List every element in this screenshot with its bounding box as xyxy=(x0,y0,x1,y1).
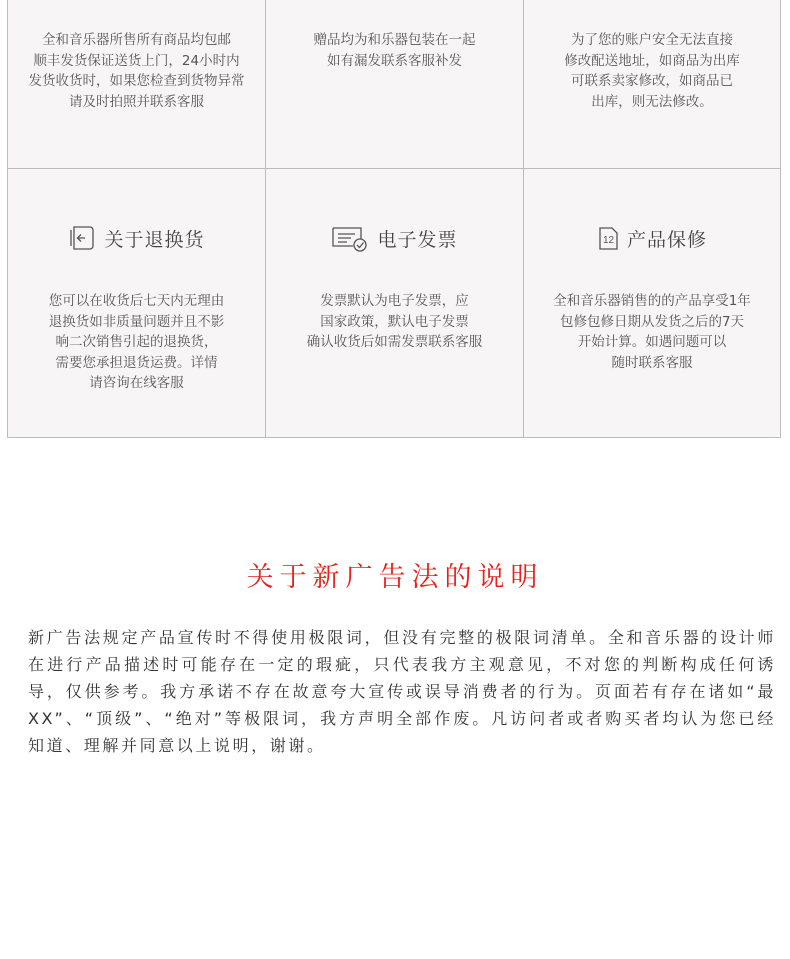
ad-law-notice-body: 新广告法规定产品宣传时不得使用极限词，但没有完整的极限词清单。全和音乐器的设计师在进行产品描述时可能存在一定的瑕疵，只代表我方主观意见，不对您的判断构成任何诱导，仅供参考。我方承诺不存在故意夸大宣传或误导消费者的行为。页面若有存在诸如“最XX”、“顶级”、“绝对”等极限词，我方声明全部作废。凡访问者或者购买者均认为您已经知道、理解并同意以上说明，谢谢。 xyxy=(28,628,776,755)
invoice-cell xyxy=(265,169,523,438)
warranty-cell xyxy=(523,169,781,438)
return-policy-heading xyxy=(8,224,265,252)
invoice-title: 电子发票 xyxy=(377,228,458,251)
gift-info-cell xyxy=(265,0,523,169)
return-policy-text: 您可以在收货后七天内无理由 退换货如非质量问题并且不影 响二次销售引起的退换货， 需要您承担退货运费。详情 请咨询在线客服 xyxy=(48,293,225,392)
shipping-info-text: 全和音乐器所售所有商品均包邮 顺丰发货保证送货上门，24小时内 发货收货时，如果您检查到货物异常 请及时拍照并联系客服 xyxy=(28,32,245,110)
invoice-heading xyxy=(266,224,523,252)
address-info-cell xyxy=(523,0,781,169)
return-policy-title: 关于退换货 xyxy=(104,228,205,251)
return-icon xyxy=(68,224,96,252)
ad-law-notice-title: 关于新广告法的说明 xyxy=(246,562,544,593)
invoice-icon xyxy=(331,224,369,252)
warranty-title: 产品保修 xyxy=(626,228,707,251)
warranty-heading xyxy=(524,224,780,252)
warranty-icon xyxy=(597,224,619,252)
invoice-text: 发票默认为电子发票，应 国家政策，默认电子发票 确认收货后如需发票联系客服 xyxy=(306,293,483,351)
address-info-text: 为了您的账户安全无法直接 修改配送地址，如商品为出库 可联系卖家修改，如商品已 出库，则无法修改。 xyxy=(564,32,740,110)
return-policy-cell xyxy=(7,169,265,438)
svg-text:12: 12 xyxy=(602,235,615,246)
gift-info-text: 赠品均为和乐器包装在一起 如有漏发联系客服补发 xyxy=(313,32,476,69)
shipping-info-cell xyxy=(7,0,265,169)
warranty-text: 全和音乐器销售的的产品享受1年 包修包修日期从发货之后的7天 开始计算。如遇问题可以 随时联系客服 xyxy=(553,293,751,371)
service-info-grid xyxy=(7,0,781,438)
